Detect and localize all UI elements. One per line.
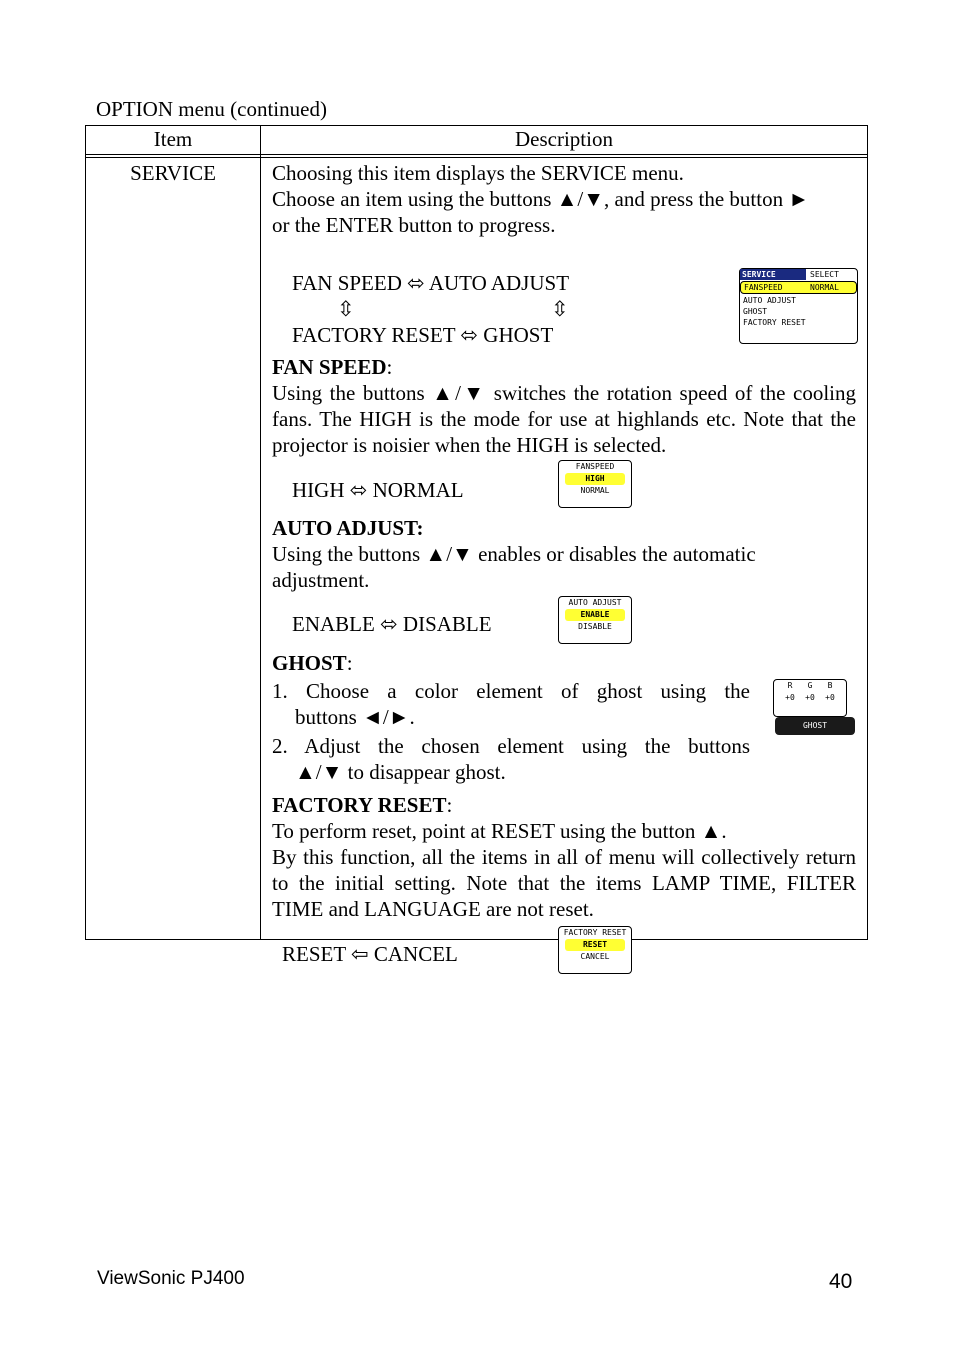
- factory-reset-text-1: To perform reset, point at RESET using the button ▲.: [272, 819, 727, 843]
- ghost-step-2-cont: ▲/▼ to disappear ghost.: [295, 760, 506, 784]
- column-header-item: Item: [86, 126, 261, 155]
- cycle-line-top: FAN SPEED ⬄ AUTO ADJUST: [292, 271, 570, 295]
- item-service: [86, 158, 261, 940]
- updown-arrow-icon: ⇳: [551, 297, 569, 321]
- table-caption: OPTION menu (continued): [96, 97, 327, 121]
- service-menu-image: SERVICE SELECT FANSPEED NORMAL AUTO ADJUST GHOST FACTORY RESET: [739, 268, 858, 344]
- intro-text: Choosing this item displays the SERVICE menu. Choose an item using the buttons ▲/▼, and press the button ► or the ENTER button to progress.: [272, 161, 810, 237]
- factory-reset-text-2: By this function, all the items in all of menu will collectively return to the initial setting. Note that the items LAMP TIME, FILTER TIME and LANGUAGE are not reset.: [272, 845, 856, 921]
- auto-adjust-menu-image: AUTO ADJUST ENABLE DISABLE: [558, 596, 632, 644]
- fan-speed-heading: FAN SPEED:: [272, 355, 393, 379]
- updown-arrow-icon: ⇳: [337, 297, 355, 321]
- ghost-step-1-cont: buttons ◄/►.: [295, 705, 415, 729]
- ghost-step-1: 1. Choose a color element of ghost using the: [272, 679, 750, 703]
- page-number: 40: [829, 1270, 853, 1293]
- ghost-menu-image: R G B +0 +0 +0 GHOST: [773, 679, 857, 737]
- footer-brand: ViewSonic PJ400: [97, 1268, 245, 1289]
- ghost-step-2: 2. Adjust the chosen element using the buttons: [272, 734, 750, 758]
- fan-speed-options: HIGH ⬄ NORMAL: [292, 478, 464, 502]
- factory-reset-options: RESET ⇦ CANCEL: [282, 942, 458, 966]
- auto-adjust-options: ENABLE ⬄ DISABLE: [292, 612, 492, 636]
- auto-adjust-heading: AUTO ADJUST:: [272, 516, 424, 540]
- fan-speed-menu-image: FANSPEED HIGH NORMAL: [558, 460, 632, 508]
- description-cell: [261, 158, 868, 966]
- fan-speed-text: Using the buttons ▲/▼ switches the rotation speed of the cooling fans. The HIGH is the mode for use at highlands etc. Note that the projector is noisier when the HIGH is selected.: [272, 381, 856, 457]
- factory-reset-heading: FACTORY RESET:: [272, 793, 453, 817]
- item-label: SERVICE: [130, 161, 216, 185]
- column-header-description: Description: [261, 126, 868, 155]
- option-table: [85, 125, 868, 966]
- ghost-heading: GHOST:: [272, 651, 353, 675]
- factory-reset-menu-image: FACTORY RESET RESET CANCEL: [558, 926, 632, 974]
- cycle-line-bottom: FACTORY RESET ⬄ GHOST: [292, 323, 554, 347]
- auto-adjust-text: Using the buttons ▲/▼ enables or disables the automatic adjustment.: [272, 542, 756, 592]
